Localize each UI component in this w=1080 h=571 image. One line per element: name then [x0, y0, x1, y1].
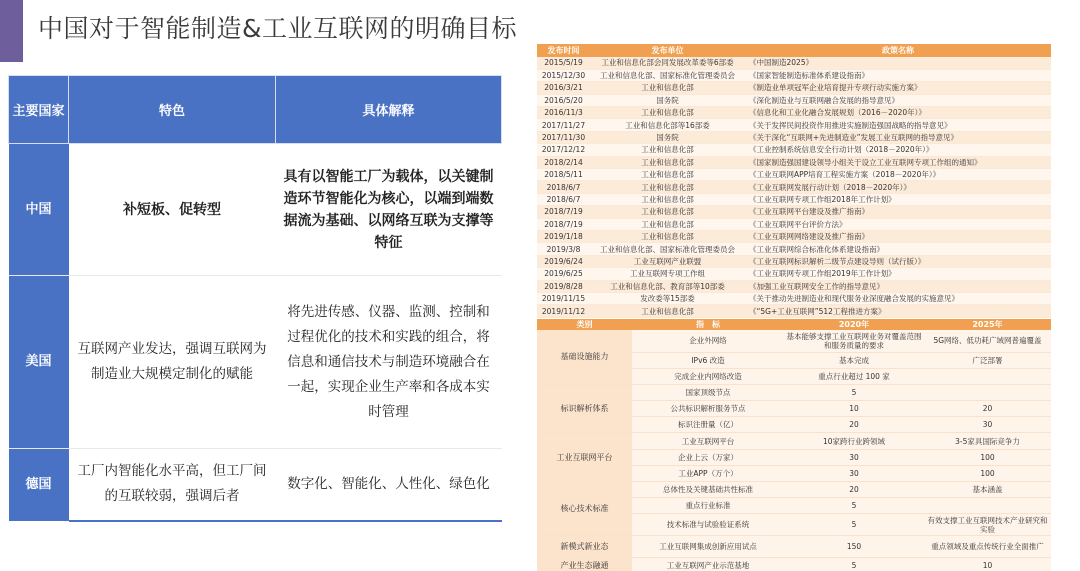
- policy-issuer-cell: 工业和信息化部: [590, 107, 745, 119]
- policy-issuer-cell: 工业和信息化部: [590, 181, 745, 193]
- target-2020-cell: 5: [784, 558, 924, 571]
- target-indicator-cell: 工业互联网平台: [632, 433, 784, 449]
- target-indicator-cell: 工业APP（万个）: [632, 465, 784, 481]
- target-2020-cell: 30: [784, 465, 924, 481]
- policy-date-cell: 2018/2/14: [537, 156, 590, 168]
- targets-header-row: [537, 319, 1051, 330]
- target-2025-cell: 10: [924, 558, 1051, 571]
- policy-issuer-cell: 工业和信息化部、国家标准化管理委员会: [590, 243, 745, 255]
- policy-issuer-cell: 工业和信息化部、国家标准化管理委员会: [590, 69, 745, 81]
- target-indicator-cell: 重点行业标准: [632, 498, 784, 514]
- policy-name-cell: 《工业互联网专项工作组2018年工作计划》: [745, 193, 1051, 205]
- policy-row: [537, 218, 1051, 230]
- policy-name-cell: 《工业互联网平台评价方法》: [745, 218, 1051, 230]
- country-cell: 中国: [9, 144, 69, 276]
- header-feature: 特色: [69, 76, 276, 144]
- target-2025-cell: 重点领域及重点传统行业全面推广: [924, 536, 1051, 558]
- policy-date-cell: 2017/11/27: [537, 119, 590, 131]
- target-2020-cell: 20: [784, 482, 924, 498]
- policy-date-cell: 2019/1/18: [537, 230, 590, 242]
- target-2020-cell: 150: [784, 536, 924, 558]
- policy-date-cell: 2018/7/19: [537, 206, 590, 218]
- policy-issuer-cell: 发改委等15部委: [590, 292, 745, 304]
- explanation-cell: 数字化、智能化、人性化、绿色化: [276, 449, 502, 521]
- policy-name-cell: 《关于深化“互联网+先进制造业”发展工业互联网的指导意见》: [745, 131, 1051, 143]
- target-row: [537, 536, 1051, 558]
- policy-name-cell: 《关于推动先进制造业和现代服务业深度融合发展的实施意见》: [745, 292, 1051, 304]
- target-2020-cell: 5: [784, 498, 924, 514]
- target-2025-cell: 有效支撑工业互联网技术产业研究和实验: [924, 514, 1051, 536]
- policy-row: [537, 119, 1051, 131]
- target-2020-cell: 10家跨行业跨领域: [784, 433, 924, 449]
- header-category: 类别: [537, 319, 632, 330]
- policy-row: [537, 193, 1051, 205]
- target-2025-cell: 5G网络、低功耗广域网普遍覆盖: [924, 330, 1051, 352]
- target-2020-cell: 基本完成: [784, 352, 924, 368]
- policy-name-cell: 《加强工业互联网安全工作的指导意见》: [745, 280, 1051, 292]
- policy-date-cell: 2019/6/24: [537, 255, 590, 267]
- policy-name-cell: 《“5G+工业互联网”512工程推进方案》: [745, 305, 1051, 317]
- policy-name-cell: 《工业互联网专项工作组2019年工作计划》: [745, 268, 1051, 280]
- policy-name-cell: 《工业互联网综合标准化体系建设指南》: [745, 243, 1051, 255]
- target-2025-cell: 30: [924, 417, 1051, 433]
- target-2020-cell: 10: [784, 401, 924, 417]
- target-2025-cell: 100: [924, 449, 1051, 465]
- policy-row: [537, 181, 1051, 193]
- policy-date-cell: 2016/5/20: [537, 94, 590, 106]
- policy-issuer-cell: 工业和信息化部: [590, 169, 745, 181]
- country-comparison-table: [8, 75, 502, 522]
- policy-row: [537, 69, 1051, 81]
- country-cell: 美国: [9, 276, 69, 449]
- policy-date-cell: 2019/8/28: [537, 280, 590, 292]
- header-country: 主要国家: [9, 76, 69, 144]
- policy-issuer-cell: 国务院: [590, 131, 745, 143]
- policy-date-cell: 2015/5/19: [537, 57, 590, 69]
- target-row: [537, 558, 1051, 571]
- target-indicator-cell: 企业外网络: [632, 330, 784, 352]
- policy-row: [537, 230, 1051, 242]
- policy-date-cell: 2019/11/12: [537, 305, 590, 317]
- policy-row: [537, 243, 1051, 255]
- policy-row: [537, 131, 1051, 143]
- policy-name-cell: 《工业互联网网络建设及推广指南》: [745, 230, 1051, 242]
- policy-row: [537, 255, 1051, 267]
- policy-name-cell: 《中国制造2025》: [745, 57, 1051, 69]
- target-indicator-cell: 企业上云（万家）: [632, 449, 784, 465]
- header-date: 发布时间: [537, 44, 590, 57]
- feature-cell: 互联网产业发达，强调互联网为制造业大规模定制化的赋能: [69, 276, 276, 449]
- policy-issuer-cell: 工业和信息化部: [590, 206, 745, 218]
- policy-issuer-cell: 工业互联网产业联盟: [590, 255, 745, 267]
- policy-name-cell: 《工业互联网平台建设及推广指南》: [745, 206, 1051, 218]
- target-row: [537, 384, 1051, 400]
- target-2020-cell: 30: [784, 449, 924, 465]
- target-row: [537, 433, 1051, 449]
- header-policy-name: 政策名称: [745, 44, 1051, 57]
- policy-row: [537, 169, 1051, 181]
- policy-row: [537, 206, 1051, 218]
- policy-row: [537, 280, 1051, 292]
- target-indicator-cell: 总体性及关键基础共性标准: [632, 482, 784, 498]
- target-category-cell: 新模式新业态: [537, 536, 632, 558]
- target-indicator-cell: 工业互联网集成创新应用试点: [632, 536, 784, 558]
- policy-name-cell: 《工业互联网APP培育工程实施方案（2018－2020年）》: [745, 169, 1051, 181]
- policy-date-cell: 2017/12/12: [537, 144, 590, 156]
- policy-date-cell: 2016/3/21: [537, 82, 590, 94]
- policy-issuer-cell: 国务院: [590, 94, 745, 106]
- target-indicator-cell: 国家顶级节点: [632, 384, 784, 400]
- target-indicator-cell: 技术标准与试验验证系统: [632, 514, 784, 536]
- policy-date-cell: 2016/11/3: [537, 107, 590, 119]
- policy-issuer-cell: 工业和信息化部等16部委: [590, 119, 745, 131]
- policy-row: [537, 94, 1051, 106]
- explanation-cell: 将先进传感、仪器、监测、控制和过程优化的技术和实践的组合，将信息和通信技术与制造环境融合在一起，实现企业生产率和各成本实时管理: [276, 276, 502, 449]
- policy-issuer-cell: 工业和信息化部: [590, 156, 745, 168]
- policy-row: [537, 156, 1051, 168]
- page-title: 中国对于智能制造&工业互联网的明确目标: [38, 14, 517, 43]
- policy-row: [537, 305, 1051, 317]
- target-2025-cell: 3-5家具国际竞争力: [924, 433, 1051, 449]
- policy-row: [537, 57, 1051, 69]
- feature-cell: 补短板、促转型: [123, 201, 221, 218]
- policy-date-cell: 2019/6/25: [537, 268, 590, 280]
- header-explanation: 具体解释: [276, 76, 502, 144]
- policy-date-cell: 2018/5/11: [537, 169, 590, 181]
- feature-cell: 工厂内智能化水平高，但工厂间的互联较弱，强调后者: [69, 449, 276, 521]
- policy-issuer-cell: 工业和信息化部会同发展改革委等6部委: [590, 57, 745, 69]
- policy-date-cell: 2015/12/30: [537, 69, 590, 81]
- policy-name-cell: 《工业互联网发展行动计划（2018－2020年）》: [745, 181, 1051, 193]
- policy-issuer-cell: 工业和信息化部: [590, 82, 745, 94]
- policy-row: [537, 144, 1051, 156]
- policy-row: [537, 107, 1051, 119]
- policy-issuer-cell: 工业和信息化部: [590, 144, 745, 156]
- policy-issuer-cell: 工业和信息化部、教育部等10部委: [590, 280, 745, 292]
- targets-table-body: [537, 330, 1051, 571]
- header-indicator: 指 标: [632, 319, 784, 330]
- policy-date-cell: 2018/6/7: [537, 181, 590, 193]
- policy-name-cell: 《国家制造强国建设领导小组关于设立工业互联网专项工作组的通知》: [745, 156, 1051, 168]
- policy-issuer-cell: 工业和信息化部: [590, 230, 745, 242]
- target-2020-cell: 5: [784, 384, 924, 400]
- policy-name-cell: 《工业互联网标识解析二级节点建设导则（试行版）》: [745, 255, 1051, 267]
- target-2020-cell: 基本能够支撑工业互联网业务对覆盖范围和服务质量的要求: [784, 330, 924, 352]
- comparison-row-germany: [9, 449, 502, 521]
- policy-date-cell: 2019/11/15: [537, 292, 590, 304]
- target-2025-cell: [924, 384, 1051, 400]
- policy-row: [537, 292, 1051, 304]
- policy-name-cell: 《信息化和工业化融合发展规划（2016－2020年）》: [745, 107, 1051, 119]
- comparison-header-row: [9, 76, 502, 144]
- policy-name-cell: 《深化制造业与互联网融合发展的指导意见》: [745, 94, 1051, 106]
- policy-table-body: [537, 57, 1051, 317]
- policy-header-row: [537, 44, 1051, 57]
- targets-table: [537, 319, 1051, 571]
- target-category-cell: 工业互联网平台: [537, 433, 632, 482]
- target-indicator-cell: 公共标识解析服务节点: [632, 401, 784, 417]
- target-indicator-cell: 标识注册量（亿）: [632, 417, 784, 433]
- policy-date-cell: 2018/7/19: [537, 218, 590, 230]
- policy-issuer-cell: 工业互联网专项工作组: [590, 268, 745, 280]
- target-2025-cell: 20: [924, 401, 1051, 417]
- target-row: [537, 330, 1051, 352]
- target-category-cell: 标识解析体系: [537, 384, 632, 433]
- policy-row: [537, 268, 1051, 280]
- target-indicator-cell: 完成企业内网络改造: [632, 368, 784, 384]
- country-cell: 德国: [9, 449, 69, 521]
- target-2025-cell: [924, 368, 1051, 384]
- policy-date-cell: 2019/3/8: [537, 243, 590, 255]
- target-2025-cell: 广泛部署: [924, 352, 1051, 368]
- policy-table: [537, 44, 1051, 318]
- target-2020-cell: 重点行业超过 100 家: [784, 368, 924, 384]
- target-indicator-cell: IPv6 改造: [632, 352, 784, 368]
- policy-date-cell: 2017/11/30: [537, 131, 590, 143]
- target-2025-cell: 基本涵盖: [924, 482, 1051, 498]
- policy-row: [537, 82, 1051, 94]
- policy-issuer-cell: 工业和信息化部: [590, 193, 745, 205]
- policy-name-cell: 《制造业单项冠军企业培育提升专项行动实施方案》: [745, 82, 1051, 94]
- explanation-cell: 具有以智能工厂为载体，以关键制造环节智能化为核心，以端到端数据流为基础、以网络互联为支撑等特征: [283, 168, 494, 251]
- target-indicator-cell: 工业互联网产业示范基地: [632, 558, 784, 571]
- policy-date-cell: 2018/6/7: [537, 193, 590, 205]
- policy-name-cell: 《工业控制系统信息安全行动计划（2018－2020年）》: [745, 144, 1051, 156]
- target-category-cell: 核心技术标准: [537, 482, 632, 536]
- header-2025: 2025年: [924, 319, 1051, 330]
- target-2025-cell: [924, 498, 1051, 514]
- target-2020-cell: 5: [784, 514, 924, 536]
- policy-issuer-cell: 工业和信息化部: [590, 305, 745, 317]
- comparison-row-usa: [9, 276, 502, 449]
- title-accent-bar: [0, 0, 23, 62]
- policy-issuer-cell: 工业和信息化部: [590, 218, 745, 230]
- header-2020: 2020年: [784, 319, 924, 330]
- target-2025-cell: 100: [924, 465, 1051, 481]
- policy-name-cell: 《国家智能制造标准体系建设指南》: [745, 69, 1051, 81]
- policy-name-cell: 《关于发挥民间投资作用推进实施制造强国战略的指导意见》: [745, 119, 1051, 131]
- target-2020-cell: 20: [784, 417, 924, 433]
- comparison-row-china: [9, 144, 502, 276]
- target-category-cell: 基础设施能力: [537, 330, 632, 384]
- target-category-cell: 产业生态融通: [537, 558, 632, 571]
- target-row: [537, 482, 1051, 498]
- header-issuer: 发布单位: [590, 44, 745, 57]
